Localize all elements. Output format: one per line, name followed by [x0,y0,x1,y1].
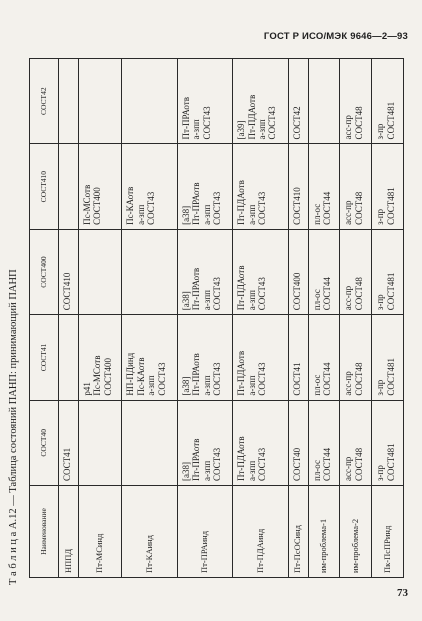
cell-line: [а39] [236,120,247,140]
cell-line: СОСТ48 [353,277,364,311]
cell-line: асс-пр [343,115,354,140]
table-cell [308,59,340,144]
table-cell [177,229,232,314]
cell-line: СОСТ400 [291,272,302,311]
cell-line: Пт-ПРАотв [191,438,202,481]
cell-line: Пт-ПДАотв [236,265,247,311]
cell-line: СОСТ43 [211,277,222,311]
row-name-cell: им-проблема-1 [308,486,340,578]
cell-line: [а38] [180,376,191,396]
cell-line: СОСТ48 [353,106,364,140]
cell-line: НП-ПДинд [125,352,136,396]
cell-line: СОСТ43 [257,191,268,225]
cell-line: Пт-ПДАотв [236,350,247,396]
table-cell [372,315,404,400]
cell-line: [а38] [180,462,191,481]
cell-line: СОСТ481 [385,272,396,311]
cell-line: СОСТ43 [211,362,222,396]
table-cell [233,315,288,400]
table-header-row [30,59,59,578]
table-cell [122,315,177,400]
rotated-table-container [29,58,404,578]
cell-line: асс-пр [343,285,354,311]
state-table [29,58,404,578]
column-header: СОСТ40 [30,400,59,485]
table-cell [308,229,340,314]
cell-line: з-пр [375,294,386,311]
row-name-cell: Пт-ПсОСинд [288,486,308,578]
cell-line: а-зпп [246,290,257,311]
cell-line: з-пр [375,123,386,140]
row-name-cell: им-проблема-2 [340,486,372,578]
table-cell [78,400,122,485]
cell-line: Пс-КАотв [125,186,136,225]
table-row [233,59,288,578]
cell-line: СОСТ481 [385,101,396,140]
cell-line: Пс-МСотв [92,355,103,396]
cell-line: СОСТ44 [322,447,333,481]
cell-line: СОСТ48 [353,447,364,481]
column-header: СОСТ41 [30,315,59,400]
table-cell [122,59,177,144]
cell-line: Пс-МСотв [81,184,92,225]
table-row [122,59,177,578]
cell-line: пл-ос [311,374,322,396]
cell-line: СОСТ44 [322,191,333,225]
cell-line: СОСТ400 [102,357,113,396]
cell-line: Пт-ПРАотв [191,353,202,396]
cell-line: СОСТ481 [385,443,396,481]
table-cell [372,229,404,314]
cell-line: СОСТ43 [257,362,268,396]
cell-line: СОСТ44 [322,362,333,396]
cell-line: СОСТ44 [322,277,333,311]
row-name-cell: НППД [59,486,79,578]
cell-line: а-зпп [135,204,146,225]
table-cell [372,59,404,144]
table-cell [288,229,308,314]
row-name-cell: Пк-ПсПРинд [372,486,404,578]
cell-line: Пт-ПРАотв [191,267,202,311]
cell-line: СОСТ42 [291,106,302,140]
cell-line: з-пр [375,379,386,396]
standard-header: ГОСТ Р ИСО/МЭК 9646—2—93 [263,31,408,42]
table-cell [288,400,308,485]
cell-line: асс-пр [343,371,354,396]
cell-line: пл-ос [311,203,322,225]
table-cell [177,400,232,485]
table-cell [372,144,404,229]
cell-line: асс-пр [343,456,354,481]
table-cell [288,59,308,144]
cell-line: СОСТ40 [291,447,302,481]
table-row [78,59,122,578]
cell-line: СОСТ48 [353,191,364,225]
table-cell [308,400,340,485]
page-number: 73 [397,587,408,599]
table-cell [122,144,177,229]
cell-line: СОСТ43 [211,447,222,481]
table-cell [177,59,232,144]
cell-line: СОСТ41 [62,447,72,481]
cell-line: з-пр [375,465,386,481]
table-cell [59,315,79,400]
table-cell [59,144,79,229]
cell-line: пл-ос [311,289,322,311]
cell-line: а-зпп [246,204,257,225]
cell-line: Пт-ПРАотв [180,97,191,140]
table-cell [340,315,372,400]
cell-line: СОСТ43 [257,277,268,311]
table-body [59,59,404,578]
row-name-cell: Пт-МСинд [78,486,122,578]
cell-line: СОСТ43 [211,191,222,225]
table-row [59,59,79,578]
table-cell [233,229,288,314]
table-row [288,59,308,578]
cell-line: асс-пр [343,200,354,225]
table-cell [59,229,79,314]
cell-line: СОСТ400 [92,187,103,225]
table-cell [59,59,79,144]
table-cell [340,59,372,144]
row-name-cell: Пт-ПДАинд [233,486,288,578]
cell-line: СОСТ43 [267,106,278,140]
cell-line: Пт-ПДАотв [236,180,247,225]
cell-line: а-зпп [146,375,157,396]
cell-line: СОСТ48 [353,362,364,396]
column-header: СОСТ400 [30,229,59,314]
cell-line: [а38] [180,291,191,311]
table-cell [177,315,232,400]
cell-line: а-зпп [191,119,202,140]
cell-line: а-зпп [201,204,212,225]
row-name-cell: Пт-КАинд [122,486,177,578]
cell-line: а-зпп [201,375,212,396]
cell-line: СОСТ43 [257,447,268,481]
column-header: Наименование [30,486,59,578]
cell-line: СОСТ43 [201,106,212,140]
cell-line: СОСТ43 [156,362,167,396]
table-cell [233,59,288,144]
table-cell [78,144,122,229]
table-row [177,59,232,578]
table-cell [340,144,372,229]
table-cell [233,144,288,229]
cell-line: з-пр [375,208,386,225]
cell-line: СОСТ481 [385,187,396,225]
table-row [372,59,404,578]
table-cell [59,400,79,485]
cell-line: СОСТ410 [291,187,302,225]
table-cell [78,59,122,144]
cell-line: а-зпп [246,375,257,396]
table-caption: Т а б л и ц а А.12 — Таблица состояний ПАНП: принимающий ПАНП [8,269,19,585]
table-cell [340,229,372,314]
table-cell [122,400,177,485]
cell-line: а-зпп [246,460,257,481]
cell-line: СОСТ43 [146,191,157,225]
table-cell [288,315,308,400]
cell-line: а-зпп [257,119,268,140]
cell-line: Пт-ПДАотв [246,94,257,140]
column-header: СОСТ410 [30,144,59,229]
column-header: СОСТ42 [30,59,59,144]
table-cell [122,229,177,314]
table-cell [78,315,122,400]
table-cell [78,229,122,314]
table-cell [233,400,288,485]
cell-line: СОСТ41 [291,362,302,396]
table-row [308,59,340,578]
row-name-cell: Пт-ПРАинд [177,486,232,578]
cell-line: а-зпп [201,290,212,311]
table-row [340,59,372,578]
cell-line: СОСТ410 [62,272,72,311]
table-cell [372,400,404,485]
table-cell [340,400,372,485]
cell-line: [а38] [180,205,191,225]
cell-line: СОСТ481 [385,357,396,396]
table-cell [308,315,340,400]
table-cell [288,144,308,229]
cell-line: Пс-КАотв [135,357,146,396]
table-cell [308,144,340,229]
cell-line: Пт-ПДАотв [236,436,247,481]
cell-line: пл-ос [311,459,322,481]
cell-line: а-зпп [201,460,212,481]
cell-line: р41 [81,382,92,396]
table-cell [177,144,232,229]
cell-line: Пт-ПРАотв [191,182,202,225]
